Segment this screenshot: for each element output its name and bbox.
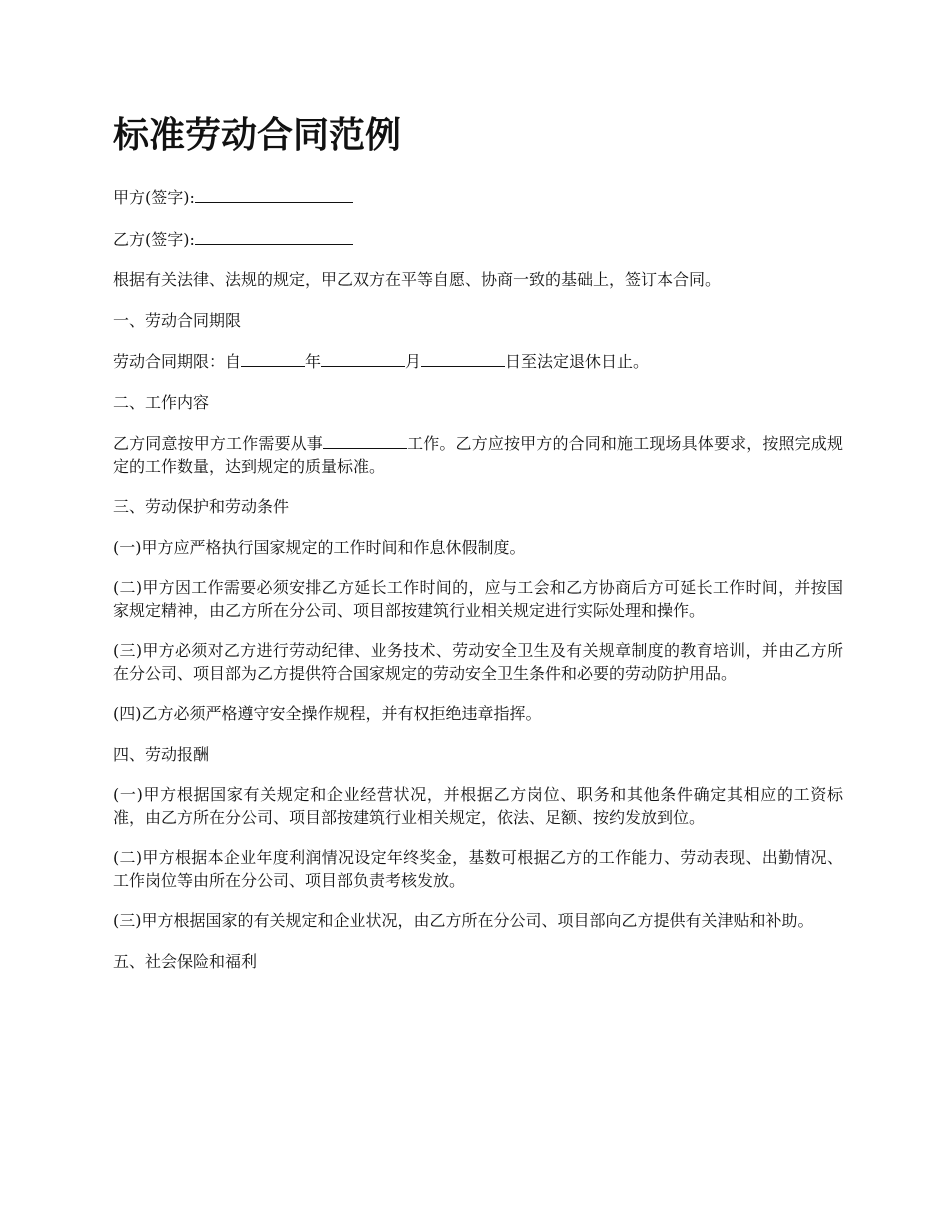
work-content-suffix: 工作。乙方应按甲方的合同和施工现场具体要求，按照完成规定的工作数量，达到规定的质量标准。	[113, 434, 843, 476]
term-year-label: 年	[305, 352, 322, 371]
section-3-item: (二)甲方因工作需要必须安排乙方延长工作时间的，应与工会和乙方协商后方可延长工作时间，并按国家规定精神，由乙方所在分公司、项目部按建筑行业相关规定进行实际处理和操作。	[113, 578, 843, 620]
term-start-day-blank	[421, 350, 505, 367]
party-b-signature-blank	[195, 228, 353, 245]
party-a-signature-blank	[195, 186, 353, 203]
term-prefix: 劳动合同期限：自	[113, 352, 242, 371]
section-4-item: (三)甲方根据国家的有关规定和企业状况，由乙方所在分公司、项目部向乙方提供有关津贴和补助。	[113, 911, 814, 930]
section-4-item: (一)甲方根据国家有关规定和企业经营状况，并根据乙方岗位、职务和其他条件确定其相应的工资标准，由乙方所在分公司、项目部按建筑行业相关规定，依法、足额、按约发放到位。	[113, 785, 843, 827]
section-2-heading: 二、工作内容	[113, 392, 210, 412]
section-5-heading: 五、社会保险和福利	[113, 951, 258, 971]
term-start-month-blank	[321, 350, 405, 367]
job-type-blank	[323, 432, 407, 449]
term-suffix: 日至法定退休日止。	[505, 352, 650, 371]
party-b-label: 乙方(签字):	[113, 229, 195, 249]
term-start-year-blank	[241, 350, 305, 367]
term-month-label: 月	[405, 352, 422, 371]
party-a-label: 甲方(签字):	[113, 188, 195, 207]
party-a-signature-line	[113, 186, 843, 210]
party-b-signature-line	[113, 228, 843, 252]
section-1-heading: 一、劳动合同期限	[113, 310, 242, 330]
section-3-item: (四)乙方必须严格遵守安全操作规程，并有权拒绝违章指挥。	[113, 704, 542, 723]
contract-term-line	[113, 350, 843, 374]
section-3-item: (三)甲方必须对乙方进行劳动纪律、业务技术、劳动安全卫生及有关规章制度的教育培训，并由乙方所在分公司、项目部为乙方提供符合国家规定的劳动安全卫生条件和必要的劳动防护用品。	[113, 641, 843, 683]
section-4-item: (二)甲方根据本企业年度利润情况设定年终奖金，基数可根据乙方的工作能力、劳动表现、出勤情况、工作岗位等由所在分公司、项目部负责考核发放。	[113, 848, 843, 890]
work-content-prefix: 乙方同意按甲方工作需要从事	[113, 434, 323, 453]
section-4-heading: 四、劳动报酬	[113, 744, 210, 764]
document-page	[113, 112, 843, 991]
intro-paragraph: 根据有关法律、法规的规定，甲乙双方在平等自愿、协商一致的基础上，签订本合同。	[113, 270, 722, 289]
document-title: 标准劳动合同范例	[113, 115, 402, 156]
section-3-item: (一)甲方应严格执行国家规定的工作时间和作息休假制度。	[113, 537, 526, 557]
work-content-paragraph	[113, 432, 843, 478]
section-3-heading: 三、劳动保护和劳动条件	[113, 497, 290, 516]
